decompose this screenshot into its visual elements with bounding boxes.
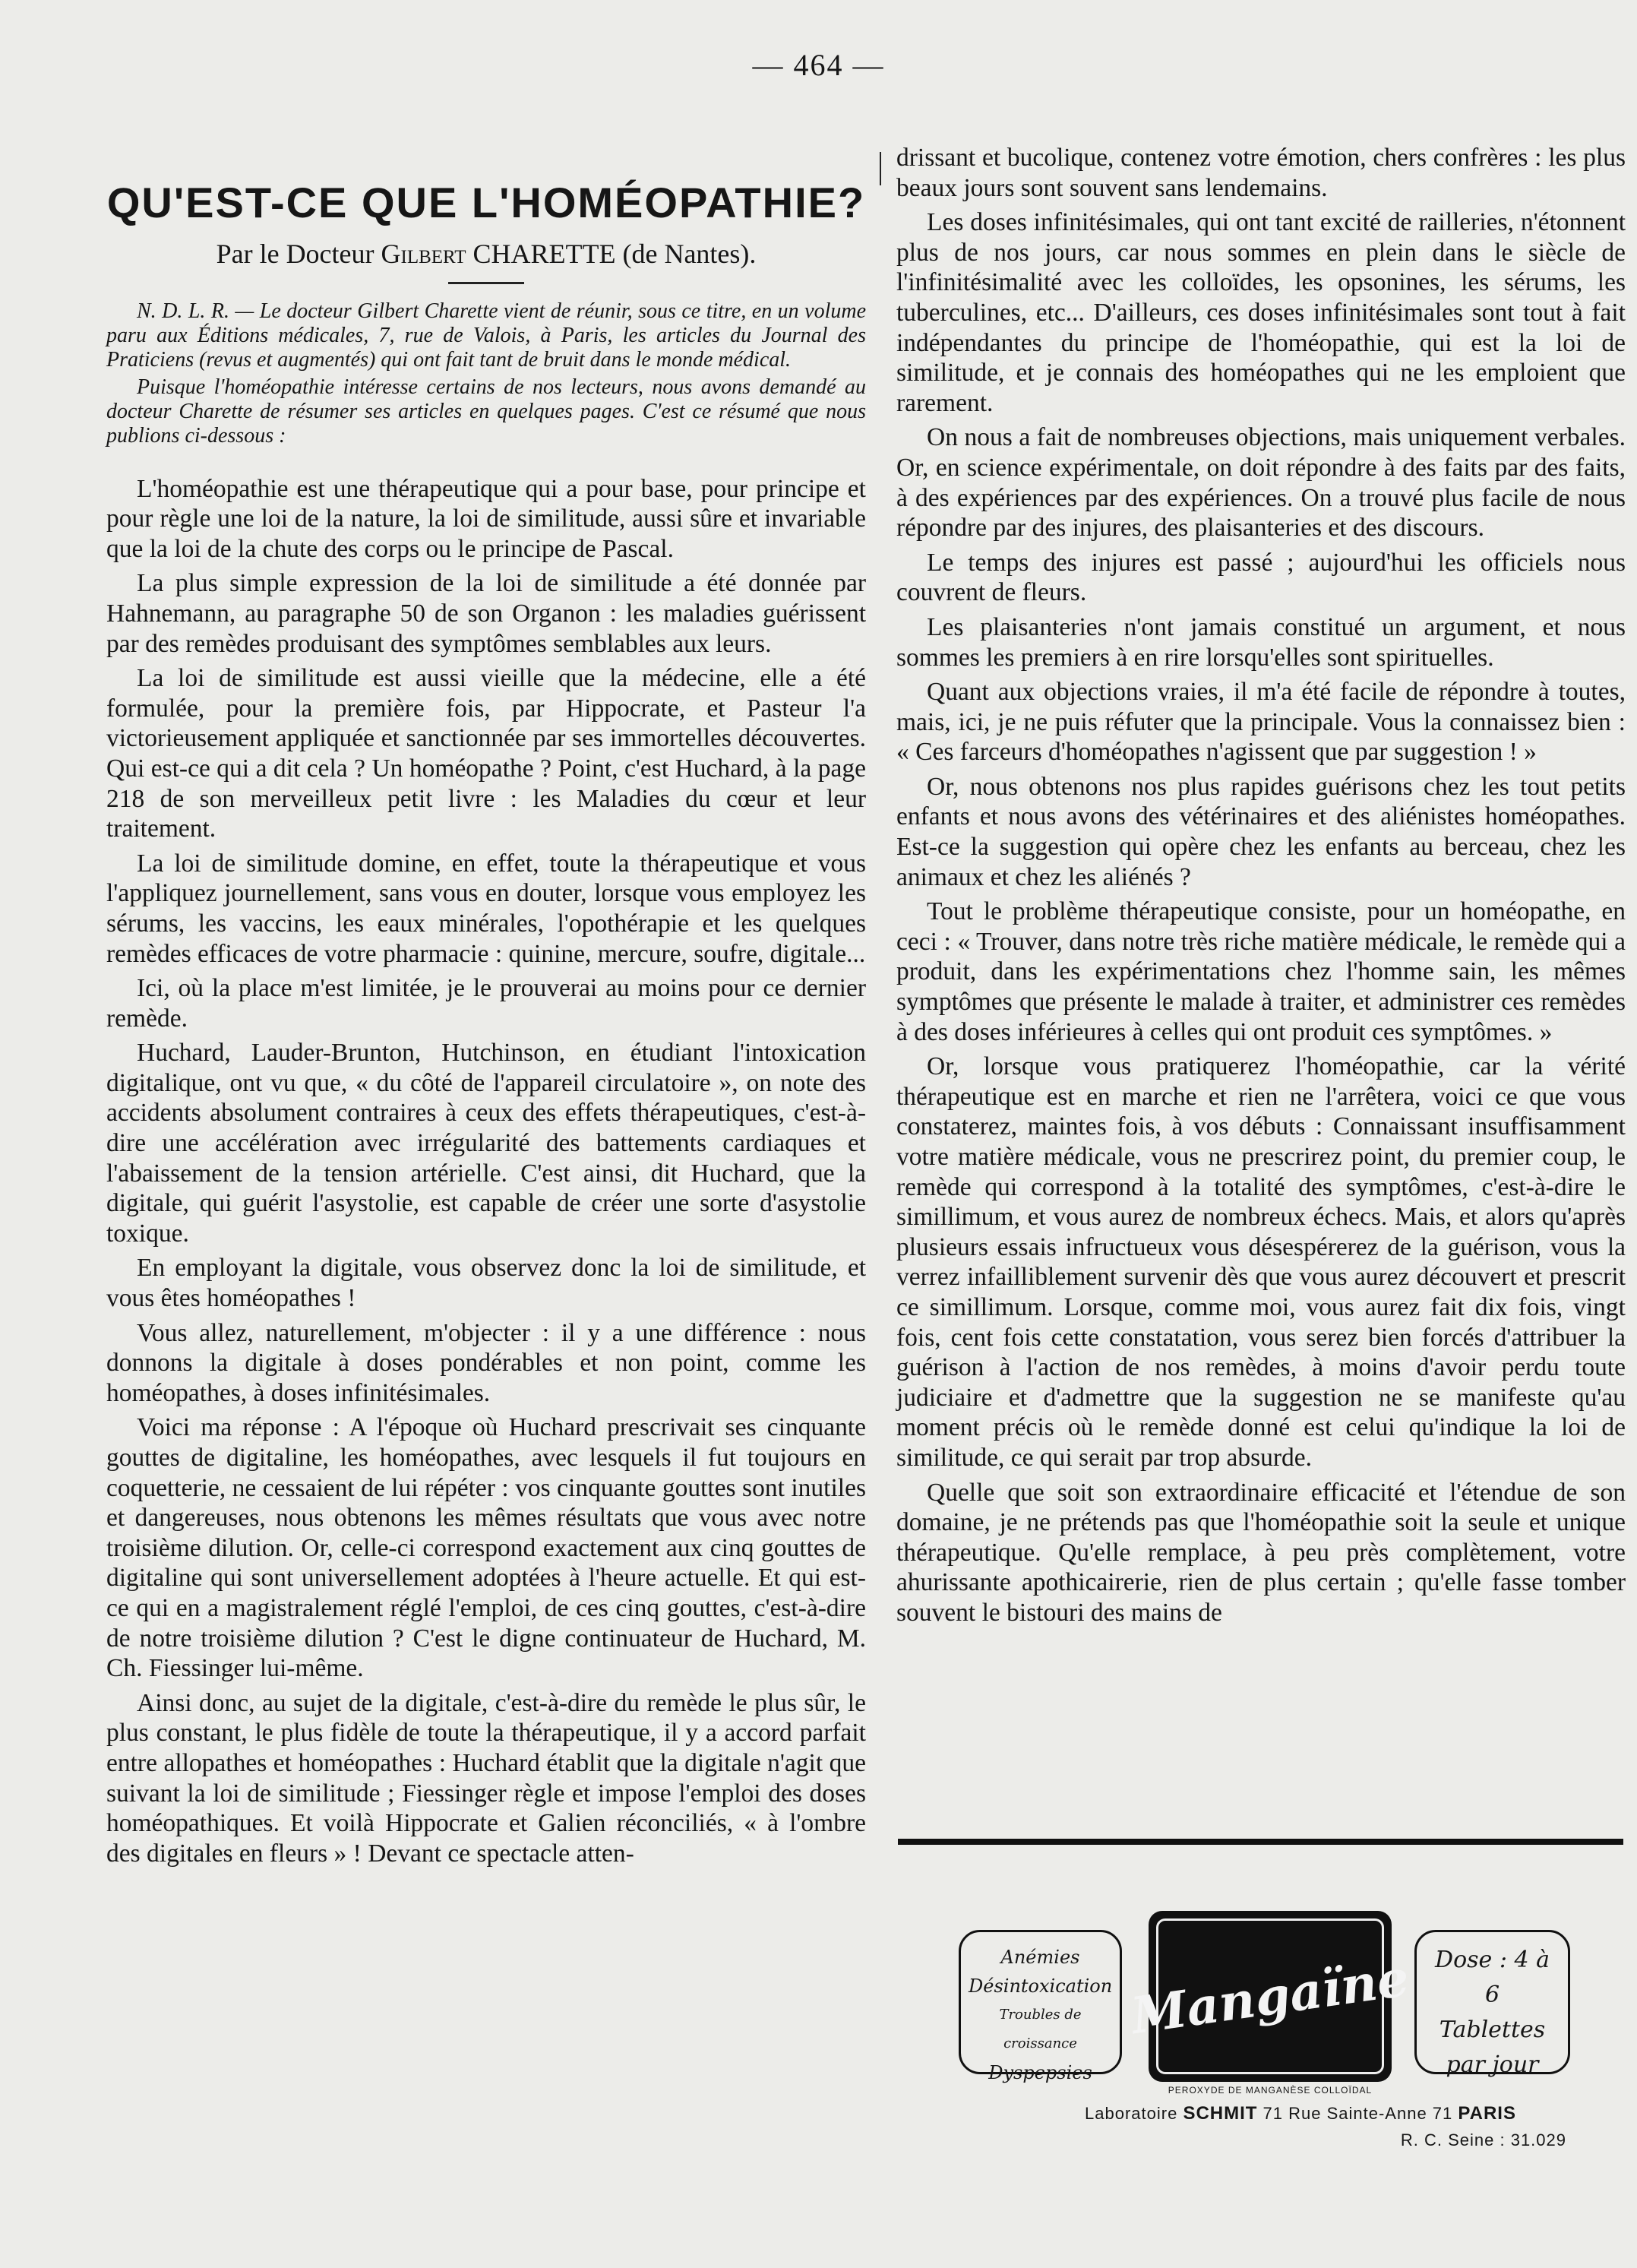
paragraph: Le temps des injures est passé ; aujourd'hui les officiels nous couvrent de fleurs. xyxy=(896,548,1626,607)
paragraph: Voici ma réponse : A l'époque où Huchard prescrivait ses cinquante gouttes de digitaline, les homéopathes, avec lesquels il fut toujours en coquetterie, ne cessaient de lui répéter : vos cinquante gouttes sont inutiles et dangereuses, nous obtenons les mêmes résultats que vous avec notre troisième dilution. Or, celle-ci correspond exactement aux cinq gouttes de digitaline qui sont universellement adoptées à l'heure actuelle. Et qui est-ce qui en a magistralement réglé l'emploi, de ces cinq gouttes, c'est-à-dire de notre troisième dilution ? C'est le digne continuateur de Huchard, M. Ch. Fiessinger lui-même. xyxy=(106,1413,866,1683)
paragraph: Or, nous obtenons nos plus rapides guérisons chez les tout petits enfants et nous avons des vétérinaires et des aliénistes homéopathes. Est-ce la suggestion qui opère chez les enfants au berceau, chez les animaux et chez les aliénés ? xyxy=(896,772,1626,891)
ad-lab-city: PARIS xyxy=(1458,2103,1516,2124)
left-column xyxy=(106,163,866,1873)
article-byline xyxy=(106,239,866,270)
byline-prefix: Par le Docteur xyxy=(216,239,381,269)
ad-registration: R. C. Seine : 31.029 xyxy=(1400,2130,1566,2149)
paragraph-continued: drissant et bucolique, contenez votre émotion, chers confrères : les plus beaux jours sont souvent sans lendemains. xyxy=(896,144,1626,202)
note-separator xyxy=(106,451,866,474)
paragraph: Les doses infinitésimales, qui ont tant excité de railleries, n'étonnent plus de nos jours, car nous sommes en plein dans le siècle de l'infinitésimalité avec les colloïdes, les opsonines, les sérums, les tuberculines, etc... D'ailleurs, ces doses infinitésimales sont tout à fait indépendantes du principe de l'homéopathie, qui est la loi de similitude, et je connais des homéopathes qui ne les emploient que rarement. xyxy=(896,208,1626,417)
paragraph: Ici, où la place m'est limitée, je le prouverai au moins pour ce dernier remède. xyxy=(106,974,866,1033)
ad-laboratory-line xyxy=(1027,2103,1574,2124)
ad-dosage-line: Tablettes xyxy=(1439,2017,1546,2043)
editor-note: Puisque l'homéopathie intéresse certains de nos lecteurs, nous avons demandé au docteur Charette de résumer ses articles en quelques pages. C'est ce résumé que nous publions ci-dessous : xyxy=(106,375,866,448)
paragraph: La plus simple expression de la loi de similitude a été donnée par Hahnemann, au paragraphe 50 de son Organon : les maladies guérissent par des remèdes produisant des symptômes semblables aux leurs. xyxy=(106,569,866,658)
paragraph: Huchard, Lauder-Brunton, Hutchinson, en étudiant l'intoxication digitalique, ont vu que, « du côté de l'appareil circulatoire », on note des accidents absolument contraires à ceux des effets thérapeutiques, c'est-à-dire une accélération avec irrégularité des battements cardiaques et l'abaissement de la tension artérielle. C'est ainsi, dit Huchard, que la digitale, qui guérit l'asystolie, est capable de créer une sorte d'asystolie toxique. xyxy=(106,1039,866,1248)
paragraph: En employant la digitale, vous observez donc la loi de similitude, et vous êtes homéopathes ! xyxy=(106,1254,866,1313)
ad-dosage-line: par jour xyxy=(1446,2051,1539,2078)
editor-note: N. D. L. R. — Le docteur Gilbert Charette vient de réunir, sous ce titre, en un volume paru aux Éditions médicales, 7, rue de Valois, à Paris, les articles du Journal des Praticiens (revus et augmentés) qui ont fait tant de bruit dans le monde médical. xyxy=(106,299,866,372)
ad-indication: Anémies xyxy=(1000,1947,1080,1968)
ad-indication: Dyspepsies xyxy=(988,2062,1092,2083)
title-rule xyxy=(448,282,524,284)
author-last-name: CHARETTE (de Nantes). xyxy=(466,239,757,269)
paragraph: Quelle que soit son extraordinaire efficacité et l'étendue de son domaine, je ne prétends pas que l'homéopathie soit la seule et unique thérapeutique. Qu'elle remplace, à peu près complètement, votre ahurissante apothicairerie, rien de plus certain ; qu'elle fasse tomber souvent le bistouri des mains de xyxy=(896,1478,1626,1627)
ad-dosage-box xyxy=(1414,1930,1570,2078)
paragraph: Ainsi donc, au sujet de la digitale, c'est-à-dire du remède le plus sûr, le plus constant, le plus fidèle de toute la thérapeutique, il y a accord parfait entre allopathes et homéopathes : Huchard établit que la digitale n'agit que suivant la loi de similitude ; Fiessinger règle et impose l'emploi des doses homéopathiques. Et voilà Hippocrate et Galien réconciliés, « à l'ombre des digitales en fleurs » ! Devant ce spectacle atten- xyxy=(106,1688,866,1868)
ad-dosage-line: Dose : 4 à 6 xyxy=(1435,1947,1550,2008)
ad-brand-name: Mangaïne xyxy=(1127,1947,1413,2045)
ad-indication: Troubles de croissance xyxy=(999,2007,1082,2051)
mangaine-advertisement xyxy=(898,1839,1623,2165)
ad-indication: Désintoxication xyxy=(969,1975,1113,1997)
paragraph: L'homéopathie est une thérapeutique qui a pour base, pour principe et pour règle une loi de la nature, la loi de similitude, aussi sûre et invariable que la loi de la chute des corps ou le principe de Pascal. xyxy=(106,474,866,563)
ad-top-rule xyxy=(898,1839,1623,1845)
ad-indications-box xyxy=(959,1930,1122,2083)
paragraph: Les plaisanteries n'ont jamais constitué un argument, et nous sommes les premiers à en rire lorsqu'elles sont spirituelles. xyxy=(896,612,1626,672)
paragraph: Vous allez, naturellement, m'objecter : il y a une différence : nous donnons la digitale à doses pondérables et non point, comme les homéopathes, à doses infinitésimales. xyxy=(106,1318,866,1407)
paragraph: La loi de similitude domine, en effet, toute la thérapeutique et vous l'appliquez journellement, sans vous en douter, lorsque vous employez les sérums, les vaccins, les eaux minérales, l'opothérapie et les quelques remèdes efficaces de votre pharmacie : quinine, mercure, soufre, digitale... xyxy=(106,849,866,968)
ad-brand-logo xyxy=(1127,1911,1413,2082)
column-divider xyxy=(880,152,881,185)
ad-lab-address: 71 Rue Sainte-Anne 71 xyxy=(1257,2104,1458,2123)
ad-lab-prefix: Laboratoire xyxy=(1085,2104,1184,2123)
article-title: QU'EST-CE QUE L'HOMÉOPATHIE? xyxy=(106,179,866,226)
paragraph: Or, lorsque vous pratiquerez l'homéopathie, car la vérité thérapeutique est en marche et rien ne l'arrêtera, voici ce que vous constaterez, maintes fois, à vos débuts : Connaissant insuffisamment votre matière médicale, vous ne prescrirez point, du premier coup, le remède qui correspond à la totalité des symptômes, c'est-à-dire le simillimum, et vous aurez de nombreux échecs. Mais, et alors qu'après plusieurs essais infructueux vous désespérerez de la guérison, vous la verrez infailliblement survenir dès que vous aurez découvert et prescrit ce simillimum. Lorsque, comme moi, vous aurez fait dix fois, vingt fois, cent fois cette constatation, vous serez bien forcés d'attribuer la guérison à l'action de nos remèdes, à moins d'avoir perdu toute judiciaire et d'admettre que la suggestion ne se manifeste qu'au moment précis où le remède donné est celui qu'indique la loi de similitude, ce qui serait par trop absurde. xyxy=(896,1052,1626,1472)
right-column xyxy=(896,143,1626,1633)
ad-lab-name: SCHMIT xyxy=(1183,2103,1258,2124)
paragraph: Tout le problème thérapeutique consiste, pour un homéopathe, en ceci : « Trouver, dans notre très riche matière médicale, le remède qui a produit, dans les expérimentations chez l'homme sain, les mêmes symptômes que présente le malade à traiter, et administrer ces remèdes à des doses inférieures à celles qui ont produit ces symptômes. » xyxy=(896,897,1626,1046)
ad-brand-frame xyxy=(1127,1918,1413,2074)
author-first-name: Gilbert xyxy=(381,239,466,269)
paragraph: La loi de similitude est aussi vieille que la médecine, elle a été formulée, pour la première fois, par Hippocrate, et Pasteur l'a victorieusement appliquée et sanctionnée par ses immortelles découvertes. Qui est-ce qui a dit cela ? Un homéopathe ? Point, c'est Huchard, à la page 218 de son merveilleux petit livre : les Maladies du cœur et leur traitement. xyxy=(106,664,866,843)
paragraph: Quant aux objections vraies, il m'a été facile de répondre à toutes, mais, ici, je ne puis réfuter que la principale. Vous la connaissez bien : « Ces farceurs d'homéopathes n'agissent que par suggestion ! » xyxy=(896,678,1626,767)
paragraph: On nous a fait de nombreuses objections, mais uniquement verbales. Or, en science expérimentale, on doit répondre à des faits par des faits, à des expériences par des expériences. On a trouvé plus facile de nous répondre par des injures, des plaisanteries et des discours. xyxy=(896,423,1626,542)
page-number: — 464 — xyxy=(752,48,885,82)
ad-subline: PEROXYDE DE MANGANÈSE COLLOÏDAL xyxy=(1168,2085,1373,2096)
